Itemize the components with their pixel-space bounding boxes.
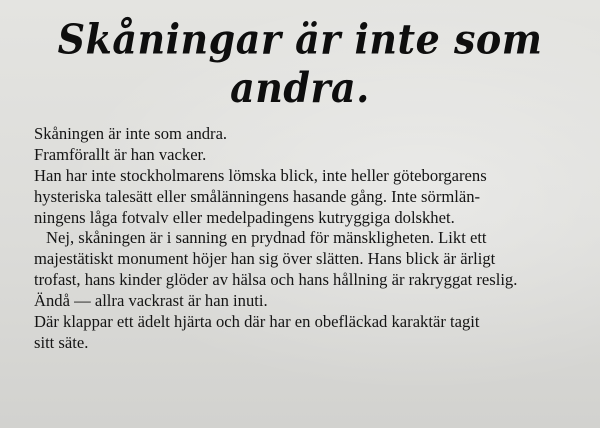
article-headline: Skåningar är inte som andra. (57, 14, 543, 112)
body-line: sitt säte. (34, 332, 89, 352)
body-line: Framförallt är han vacker. (34, 144, 207, 164)
body-line: Nej, skåningen är i sanning en prydnad för mänskligheten. Likt ett (46, 228, 487, 248)
body-line: Ändå — allra vackrast är han inuti. (34, 291, 268, 311)
body-line: Där klappar ett ädelt hjärta och där har en obefläckad karaktär tagit (34, 312, 480, 332)
body-line: Han har inte stockholmarens lömska blick, inte heller göteborgarens (34, 165, 487, 185)
article-body (34, 124, 594, 354)
body-line: hysteriska talesätt eller smålänningens hasande gång. Inte sörmlän- (34, 186, 481, 206)
body-line: ningens låga fotvalv eller medelpadingens kutryggiga dolskhet. (34, 207, 455, 227)
body-line: trofast, hans kinder glöder av hälsa och hans hållning är rakryggat reslig. (34, 270, 518, 290)
body-line: Skåningen är inte som andra. (34, 124, 228, 143)
body-line: majestätiskt monument höjer han sig över slätten. Hans blick är ärligt (34, 249, 496, 269)
